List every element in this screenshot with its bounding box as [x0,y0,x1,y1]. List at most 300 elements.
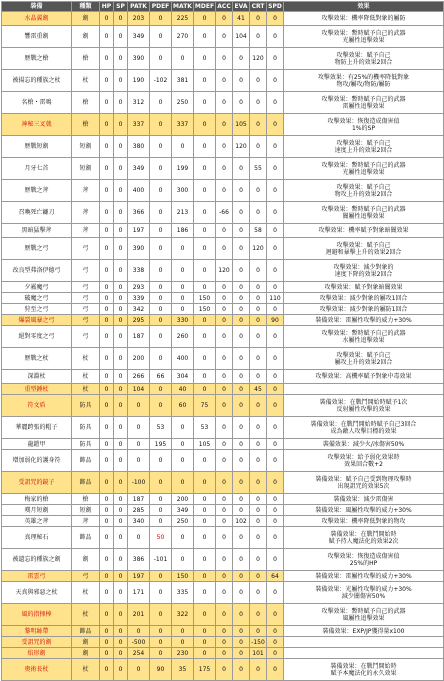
table-row [2,659,444,681]
stat-patk: -100 [128,472,150,494]
stat-pdef: 0 [150,494,172,505]
stat-crt: 0 [250,348,267,370]
stat-eva: 0 [233,395,250,417]
stat-crt: 0 [250,180,267,202]
stat-patk: 380 [128,136,150,158]
item-name: 歷戰之杖 [2,348,72,370]
stat-matk: 60 [172,395,194,417]
stat-patk: 0 [128,450,150,472]
stat-eva: 0 [233,304,250,315]
stat-sp: 0 [114,315,128,326]
stat-hp: 0 [100,571,114,582]
effect-line: 攻擊效果：機率降低對象的物攻 [321,517,406,525]
stat-eva: 105 [233,114,250,136]
stat-eva: 0 [233,326,250,348]
stat-acc: 0 [216,180,233,202]
stat-patk: 266 [128,370,150,384]
effect-line: 裝備效果：賦予自己受到物理攻擊時 [315,475,412,483]
stat-spd: 0 [267,92,284,114]
stat-acc: 0 [216,136,233,158]
effect-line: 攻擊效果：減少對象的屬攻1回合 [319,294,408,302]
stat-sp: 0 [114,439,128,450]
stat-patk: 338 [128,260,150,282]
item-type: 劍 [72,26,100,48]
stat-mdef: 0 [194,70,216,92]
stat-sp: 0 [114,26,128,48]
item-effect [284,395,444,417]
item-name: 神秘三叉戟 [2,114,72,136]
stat-pdef: 0 [150,505,172,516]
stat-pdef: 0 [150,582,172,604]
table-header-row [2,2,444,12]
stat-eva: 0 [233,527,250,549]
stat-sp: 0 [114,114,128,136]
stat-pdef: 0 [150,626,172,637]
stat-patk: 0 [128,626,150,637]
stat-sp: 0 [114,549,128,571]
effect-line: 攻擊效果：機率賦予對象暗闇效果 [318,227,409,234]
item-name: 水晶翼劍 [2,12,72,26]
stat-pdef: -101 [150,549,172,571]
stat-eva: 0 [233,48,250,70]
stat-mdef: 0 [194,527,216,549]
stat-matk: 0 [172,293,194,304]
item-name: 天真與邪惡之杖 [2,582,72,604]
stat-pdef: 0 [150,48,172,70]
table-row [2,505,444,516]
stat-hp: 0 [100,326,114,348]
stat-sp: 0 [114,417,128,439]
stat-crt: 0 [250,136,267,158]
stat-hp: 0 [100,417,114,439]
item-effect [284,136,444,158]
stat-eva: 104 [233,26,250,48]
stat-mdef: 0 [194,158,216,180]
stat-spd: 0 [267,136,284,158]
item-effect [284,282,444,293]
stat-matk: 270 [172,26,194,48]
stat-spd: 0 [267,282,284,293]
item-effect [284,48,444,70]
effect-line: 攻擊效果：暫時賦予自己的武器 [321,95,406,103]
effect-line: 攻擊效果：暫時賦予自己的武器 [321,29,406,37]
item-effect [284,370,444,384]
item-effect [284,571,444,582]
stat-mdef: 53 [194,417,216,439]
stat-hp: 0 [100,516,114,527]
stat-patk: 339 [128,293,150,304]
stat-patk: 187 [128,494,150,505]
item-type: 斧 [72,516,100,527]
table-row [2,626,444,637]
stat-patk: 197 [128,571,150,582]
item-name: 月牙七首 [2,158,72,180]
item-effect [284,180,444,202]
stat-eva: 0 [233,505,250,516]
effect-line: 闇屬性追擊效果 [342,212,385,220]
stat-hp: 0 [100,92,114,114]
item-type: 斧 [72,224,100,238]
effect-line: 裝備效果：減少火/冰傷害50% [322,440,405,448]
stat-crt: 0 [250,527,267,549]
item-effect [284,439,444,450]
stat-hp: 0 [100,384,114,395]
stat-patk: 104 [128,384,150,395]
stat-crt: 0 [250,494,267,505]
stat-acc: 0 [216,293,233,304]
effect-line: 減少闇傷害50% [341,592,386,600]
stat-acc: 0 [216,384,233,395]
effect-line: 攻擊效果：恢復造成傷害值 [327,117,400,125]
item-name: 深淵杖 [2,370,72,384]
item-type: 弓 [72,238,100,260]
stat-pdef: 0 [150,516,172,527]
stat-hp: 0 [100,180,114,202]
stat-hp: 0 [100,202,114,224]
stat-acc: 0 [216,282,233,293]
stat-matk: 0 [172,282,194,293]
table-row [2,158,444,180]
stat-sp: 0 [114,384,128,395]
stat-acc: 0 [216,549,233,571]
item-type: 劍 [72,549,100,571]
stat-sp: 0 [114,70,128,92]
effect-line: 裝備效果：EXP/JP獲得量x100 [322,627,405,635]
stat-crt: 0 [250,370,267,384]
item-effect [284,315,444,326]
stat-mdef: 150 [194,304,216,315]
stat-acc: 0 [216,238,233,260]
item-name: 絕對零度之弓 [2,326,72,348]
item-effect [284,450,444,472]
effect-line: 攻擊效果：暫時賦予自己的武器 [321,329,406,337]
item-effect [284,202,444,224]
stat-acc: 0 [216,604,233,626]
item-effect [284,659,444,681]
stat-matk: 260 [172,326,194,348]
effect-line: 攻擊效果：賦予自己 [336,351,391,359]
stat-sp: 0 [114,648,128,659]
stat-patk: 386 [128,549,150,571]
stat-crt: 0 [250,70,267,92]
effect-line: 裝備效果：在戰鬥開始時賦予自己3回合 [310,420,417,428]
effect-line: 裝備效果：風屬性攻擊的威力+30% [315,506,412,514]
stat-spd: 0 [267,48,284,70]
stat-eva: 0 [233,439,250,450]
col-header-pdef: PDEF [150,2,172,12]
stat-crt: 0 [250,114,267,136]
item-type: 弓 [72,315,100,326]
item-type: 槍 [72,114,100,136]
stat-mdef: 0 [194,202,216,224]
stat-crt: 101 [250,648,267,659]
stat-sp: 0 [114,92,128,114]
stat-mdef: 0 [194,571,216,582]
stat-hp: 0 [100,370,114,384]
stat-mdef: 0 [194,384,216,395]
stat-crt: 0 [250,439,267,450]
stat-pdef: 0 [150,384,172,395]
stat-hp: 0 [100,604,114,626]
effect-line: 物攻上升的效果2回合 [334,190,393,198]
table-row [2,384,444,395]
effect-line: 25%的HP [349,559,378,567]
stat-matk: 35 [172,659,194,681]
item-type: 弓 [72,571,100,582]
stat-matk: 0 [172,48,194,70]
effect-line: 攻擊效果：暫時賦予自己的武器 [321,161,406,169]
table-row [2,637,444,648]
item-type: 杖 [72,370,100,384]
stat-acc: 0 [216,637,233,648]
item-type: 防具 [72,439,100,450]
stat-acc: 0 [216,12,233,26]
stat-hp: 0 [100,315,114,326]
stat-spd: 0 [267,238,284,260]
item-name: 受詛咒的鏡子 [2,472,72,494]
stat-pdef: 0 [150,202,172,224]
stat-mdef: 0 [194,450,216,472]
stat-hp: 0 [100,48,114,70]
item-type: 杖 [72,70,100,92]
stat-matk: 200 [172,494,194,505]
stat-spd: 0 [267,582,284,604]
stat-patk: 285 [128,505,150,516]
stat-mdef: 0 [194,92,216,114]
table-row [2,293,444,304]
stat-sp: 0 [114,505,128,516]
item-type: 飾品 [72,626,100,637]
table-row [2,92,444,114]
stat-matk: 0 [172,626,194,637]
stat-crt: 120 [250,48,267,70]
effect-line: 裝備效果：光屬性攻擊的威力+30% [315,585,412,593]
stat-mdef: 0 [194,26,216,48]
effect-line: 攻擊效果：給予弱化效果時 [327,453,400,461]
stat-matk: 381 [172,70,194,92]
stat-sp: 0 [114,659,128,681]
stat-eva: 0 [233,472,250,494]
stat-acc: 0 [216,439,233,450]
stat-spd: 0 [267,439,284,450]
stat-eva: 102 [233,516,250,527]
table-row [2,348,444,370]
stat-spd: 0 [267,450,284,472]
stat-mdef: 105 [194,439,216,450]
item-type: 弓 [72,293,100,304]
stat-sp: 0 [114,12,128,26]
stat-patk: 0 [128,659,150,681]
stat-eva: 0 [233,450,250,472]
item-name: 黑暗猛擊斧 [2,224,72,238]
stat-crt: 0 [250,604,267,626]
stat-sp: 0 [114,260,128,282]
stat-acc: 0 [216,494,233,505]
stat-hp: 0 [100,395,114,417]
stat-spd: 0 [267,516,284,527]
stat-mdef: 0 [194,180,216,202]
effect-line: 雷屬性追擊效果 [342,102,385,110]
stat-mdef: 0 [194,282,216,293]
stat-acc: 0 [216,505,233,516]
stat-hp: 0 [100,282,114,293]
stat-patk: 366 [128,202,150,224]
item-type: 杖 [72,384,100,395]
item-type: 弓 [72,304,100,315]
stat-patk: 171 [128,582,150,604]
stat-sp: 0 [114,304,128,315]
item-effect [284,158,444,180]
stat-sp: 0 [114,516,128,527]
effect-line: 物防上升的效果2回合 [334,58,393,66]
stat-spd: 0 [267,26,284,48]
stat-pdef: 0 [150,571,172,582]
item-effect [284,114,444,136]
item-type: 短劍 [72,505,100,516]
item-type: 劍 [72,12,100,26]
stat-acc: 0 [216,224,233,238]
stat-spd: 0 [267,659,284,681]
table-row [2,12,444,26]
table-row [2,648,444,659]
stat-mdef: 0 [194,604,216,626]
stat-sp: 0 [114,136,128,158]
item-effect [284,604,444,626]
stat-acc: 0 [216,626,233,637]
stat-spd: 0 [267,527,284,549]
item-name: 龍鎧甲 [2,439,72,450]
item-effect [284,70,444,92]
item-name: 風的指揮棒 [2,604,72,626]
table-row [2,370,444,384]
stat-pdef: 0 [150,12,172,26]
item-type: 防具 [72,417,100,439]
stat-patk: 0 [128,395,150,417]
stat-matk: 0 [172,439,194,450]
stat-pdef: 53 [150,417,172,439]
stat-patk: 349 [128,158,150,180]
table-row [2,417,444,439]
stat-crt: 0 [250,626,267,637]
effect-line: 賦予本魔法化的永久效果 [330,669,397,677]
stat-sp: 0 [114,571,128,582]
stat-mdef: 0 [194,48,216,70]
stat-sp: 0 [114,224,128,238]
item-effect [284,12,444,26]
stat-crt: 0 [250,326,267,348]
stat-patk: 203 [128,12,150,26]
stat-crt: 0 [250,26,267,48]
stat-patk: -500 [128,637,150,648]
stat-patk: 400 [128,180,150,202]
item-type: 防具 [72,395,100,417]
stat-hp: 0 [100,12,114,26]
table-row [2,180,444,202]
stat-crt: 0 [250,659,267,681]
item-name: 夕霧魔弓 [2,282,72,293]
item-effect [284,326,444,348]
effect-line: 攻擊效果：賦予自己 [336,51,391,59]
stat-eva: 0 [233,384,250,395]
stat-patk: 349 [128,26,150,48]
stat-eva: 0 [233,92,250,114]
effect-line: 攻擊效果：賦予對象暗闇效果 [324,283,403,291]
stat-pdef: 0 [150,238,172,260]
item-name: 重型錘杖 [2,384,72,395]
col-header-type: 種類 [72,2,100,12]
item-type: 弓 [72,326,100,348]
stat-spd: 90 [267,315,284,326]
item-name: 受詛咒的劍 [2,637,72,648]
item-effect [284,648,444,659]
stat-crt: 0 [250,516,267,527]
table-row [2,571,444,582]
col-header-hp: HP [100,2,114,12]
stat-sp: 0 [114,370,128,384]
table-row [2,136,444,158]
stat-matk: 0 [172,304,194,315]
item-type: 劍 [72,637,100,648]
stat-mdef: 0 [194,260,216,282]
stat-hp: 0 [100,626,114,637]
stat-acc: 0 [216,48,233,70]
stat-spd: 0 [267,370,284,384]
table-row [2,494,444,505]
stat-hp: 0 [100,439,114,450]
stat-matk: 335 [172,582,194,604]
stat-acc: 0 [216,450,233,472]
stat-mdef: 0 [194,348,216,370]
col-header-sp: SP [114,2,128,12]
effect-line: 攻擊效果：機率降低對象的屬防 [321,15,406,22]
table-row [2,395,444,417]
effect-line: 成為敵人攻擊目標的效果 [330,427,397,435]
item-effect [284,472,444,494]
stat-matk: 186 [172,224,194,238]
item-effect [284,260,444,282]
stat-acc: 0 [216,348,233,370]
stat-sp: 0 [114,450,128,472]
table-row [2,224,444,238]
stat-eva: 0 [233,648,250,659]
stat-eva: 0 [233,348,250,370]
effect-line: 攻擊效果：減少對象的 [333,263,394,271]
item-effect [284,626,444,637]
stat-mdef: 0 [194,315,216,326]
stat-patk: 340 [128,516,150,527]
stat-spd: 0 [267,626,284,637]
stat-eva: 0 [233,260,250,282]
col-header-matk: MATK [173,3,192,10]
stat-spd: 0 [267,70,284,92]
stat-patk: 312 [128,92,150,114]
effect-line: 裝備效果：在戰鬥開始時 [330,662,397,670]
stat-acc: 0 [216,472,233,494]
stat-crt: 0 [250,505,267,516]
stat-spd: 0 [267,505,284,516]
stat-eva: 0 [233,417,250,439]
effect-line: 光屬性追擊效果 [342,36,385,44]
stat-matk: 400 [172,348,194,370]
effect-line: 攻擊效果：暫時賦予自己的武器 [321,205,406,213]
stat-acc: 120 [216,260,233,282]
stat-patk: 0 [128,527,150,549]
stat-pdef: 0 [150,395,172,417]
stat-matk: 0 [172,472,194,494]
stat-matk: 40 [172,384,194,395]
effect-line: 裝備效果：雷屬性攻擊的威力+30% [315,572,412,580]
effect-line: 光屬性追擊效果 [342,168,385,176]
